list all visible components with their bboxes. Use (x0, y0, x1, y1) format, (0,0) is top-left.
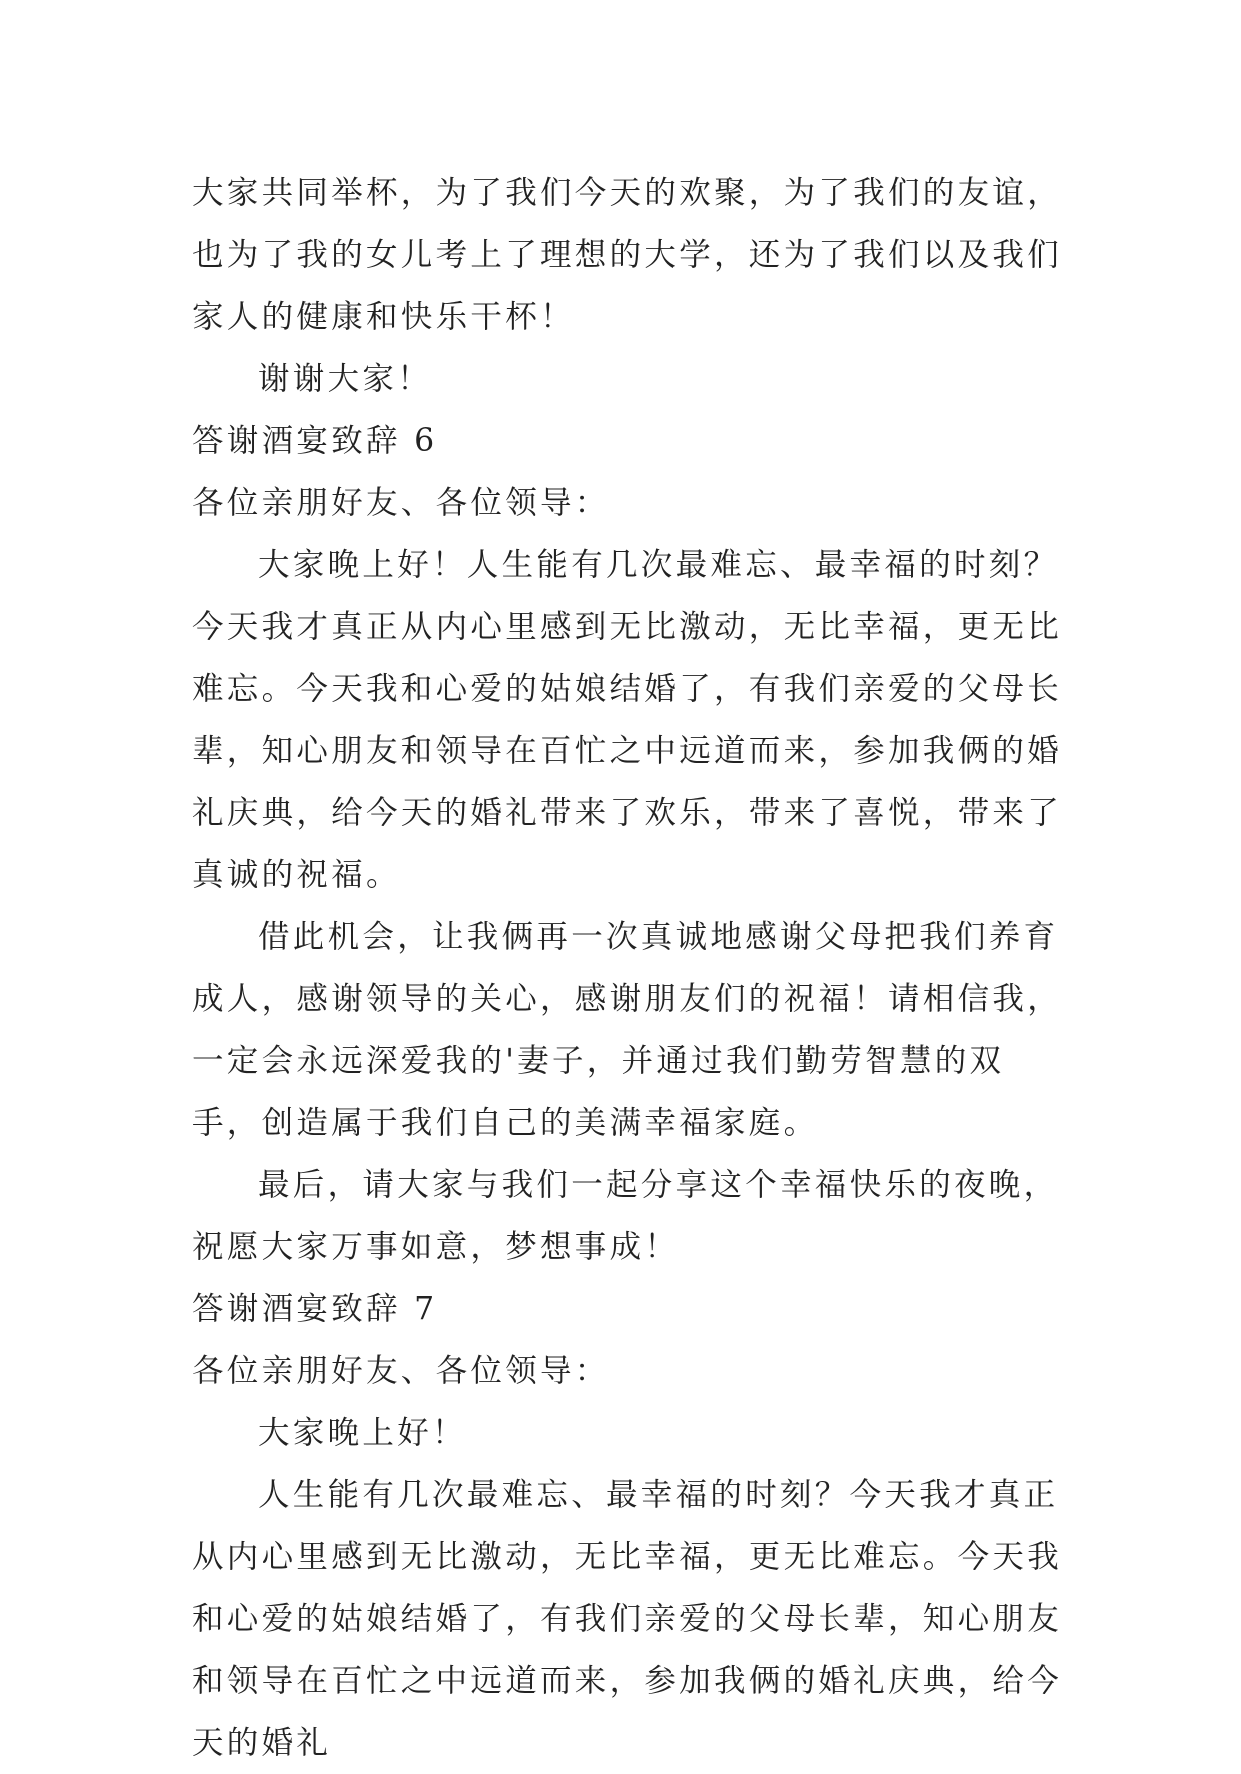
section-heading-6: 答谢酒宴致辞 6 (192, 423, 438, 459)
paragraph-gratitude-6: 借此机会，让我俩再一次真诚地感谢父母把我们养育成人，感谢领导的关心，感谢朋友们的祝福！请相信我，一定会永远深爱我的'妻子，并通过我们勤劳智慧的双手，创造属于我们自己的美满幸福家庭。 (192, 919, 1063, 1141)
salutation-7: 各位亲朋好友、各位领导： (192, 1353, 610, 1389)
paragraph-wedding-6: 大家晚上好！人生能有几次最难忘、最幸福的时刻？今天我才真正从内心里感到无比激动，无比幸福，更无比难忘。今天我和心爱的姑娘结婚了，有我们亲爱的父母长辈，知心朋友和领导在百忙之中远道而来，参加我俩的婚礼庆典，给今天的婚礼带来了欢乐，带来了喜悦，带来了真诚的祝福。 (192, 547, 1063, 893)
document-body (192, 162, 1072, 1774)
paragraph-toast: 大家共同举杯，为了我们今天的欢聚，为了我们的友谊，也为了我的女儿考上了理想的大学，还为了我们以及我们家人的健康和快乐干杯！ (192, 175, 1063, 335)
paragraph-thanks: 谢谢大家！ (258, 361, 433, 397)
salutation-6: 各位亲朋好友、各位领导： (192, 485, 610, 521)
paragraph-greeting-7: 大家晚上好！ (258, 1415, 467, 1451)
section-heading-7: 答谢酒宴致辞 7 (192, 1291, 438, 1327)
paragraph-closing-6: 最后，请大家与我们一起分享这个幸福快乐的夜晚，祝愿大家万事如意，梦想事成！ (192, 1167, 1059, 1265)
paragraph-wedding-7: 人生能有几次最难忘、最幸福的时刻？今天我才真正从内心里感到无比激动，无比幸福，更无比难忘。今天我和心爱的姑娘结婚了，有我们亲爱的父母长辈，知心朋友和领导在百忙之中远道而来，参加我俩的婚礼庆典，给今天的婚礼 (192, 1477, 1063, 1761)
